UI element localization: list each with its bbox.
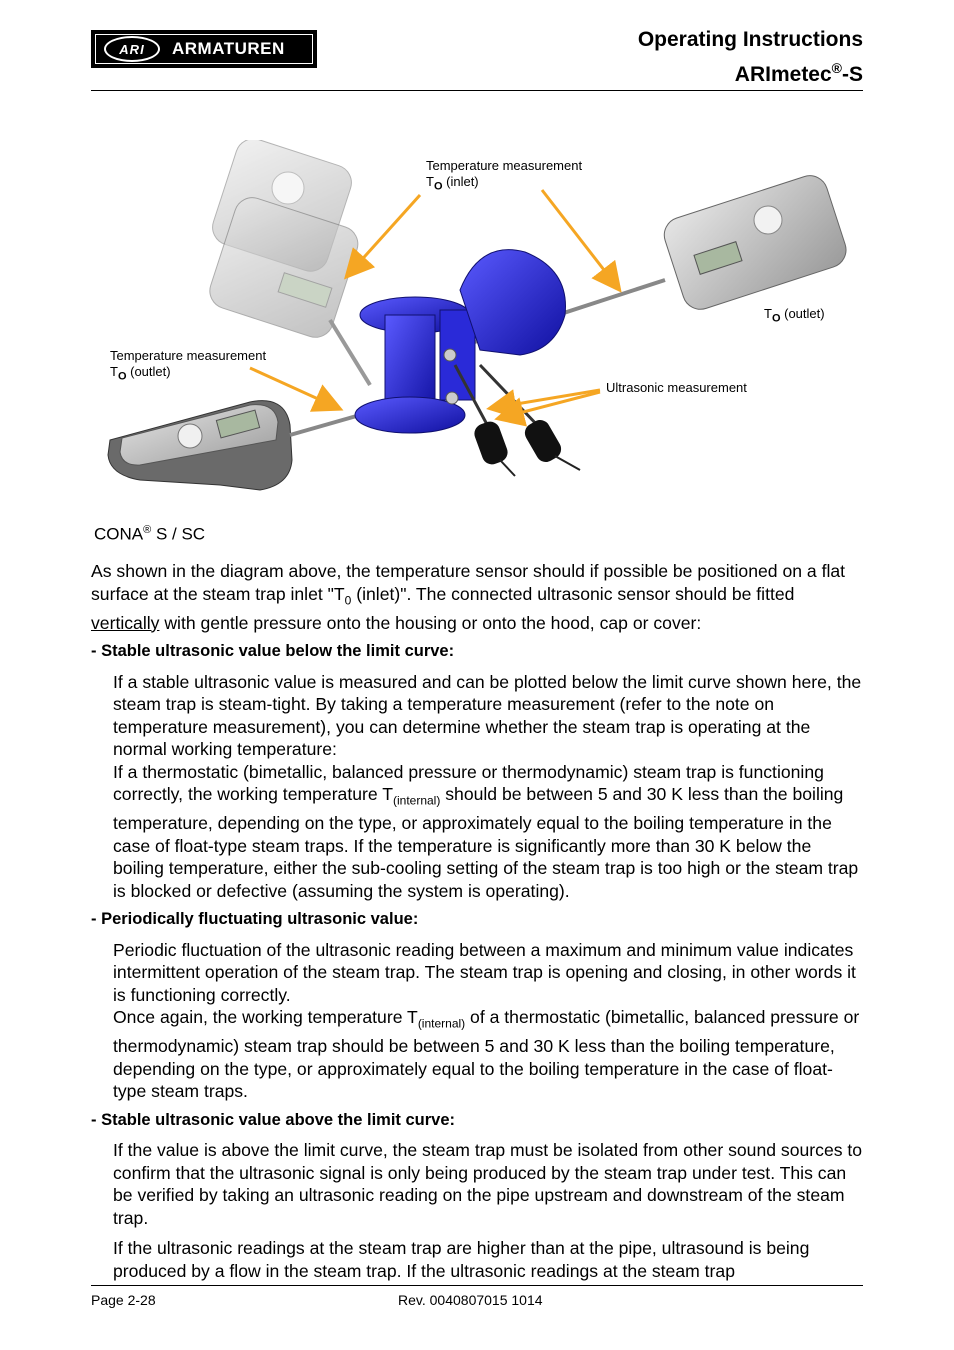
label-sub: O	[771, 312, 781, 325]
section1-para2-sub: (internal)	[392, 793, 441, 808]
section2-para2-a: Once again, the working temperature T	[113, 1007, 418, 1028]
caption-prefix: CONA	[94, 524, 144, 544]
label-sub: O	[117, 370, 127, 383]
title-line-2	[638, 54, 863, 89]
probe-cable-left	[290, 415, 360, 435]
intro-sub: 0	[344, 593, 352, 608]
label-temperature-outlet-right	[764, 306, 825, 327]
label-temperature-inlet	[426, 158, 582, 195]
section2-para2-b: of a thermostatic (bimetallic, balanced pressure or thermodynamic) steam trap should be between 5 and 30 K less than the boiling temperature, depending on the type, or approximately equal to the boiling temperature in the case of float-type steam traps.	[113, 1007, 860, 1102]
label-T: T	[764, 306, 772, 321]
label-rest: (inlet)	[442, 174, 479, 189]
section1-para2-b: should be between 5 and 30 K less than the boiling temperature, depending on the type, or approximately equal to the boiling temperature in the case of float-type steam traps. If the temperature is significantly more than 30 K below the boiling temperature, either the sub-cooling setting of the steam trap is too high or the steam trap is blocked or defective (assuming the system is operating).	[113, 784, 859, 901]
logo-frame	[95, 34, 313, 64]
document-title	[638, 26, 863, 89]
measurement-diagram	[100, 140, 860, 510]
product-suffix: -S	[842, 63, 863, 86]
steam-trap	[355, 250, 566, 433]
label-temperature-inlet-title: Temperature measurement	[426, 158, 583, 173]
section1-paragraph-1: If a stable ultrasonic value is measured and can be plotted below the limit curve shown here, the steam trap is steam-tight. By taking a temperature measurement (refer to the note on temperature measurement), you can determine whether the steam trap is operating at the normal working temperature:	[113, 671, 862, 760]
section-heading-fluctuating: - Periodically fluctuating ultrasonic value:	[91, 910, 419, 929]
header-divider	[91, 90, 863, 91]
label-temperature-inlet-value	[426, 174, 582, 195]
body-text	[91, 560, 863, 1282]
label-T: T	[426, 174, 434, 189]
caption-suffix: S / SC	[151, 524, 206, 544]
device-left	[108, 401, 292, 490]
intro-underlined: vertically	[91, 612, 160, 633]
intro-part-3: with gentle pressure onto the housing or onto the hood, cap or cover:	[159, 612, 702, 633]
section1-para2-a: If a thermostatic (bimetallic, balanced pressure or thermodynamic) steam trap is functioning correctly, the working temperature T	[113, 761, 824, 805]
section-heading-stable-above: - Stable ultrasonic value above the limit curve:	[91, 1110, 456, 1129]
intro-paragraph	[91, 560, 863, 634]
figure-caption	[94, 524, 205, 545]
diagram-illustration	[100, 140, 860, 510]
product-name: ARImetec	[734, 63, 832, 86]
registered-mark: ®	[831, 60, 842, 76]
section3-paragraph-1: If the value is above the limit curve, the steam trap must be isolated from other sound sources to confirm that the ultrasonic signal is only being produced by the steam trap under test. This can be verified by taking an ultrasonic reading on the pipe upstream and downstream of the steam trap.	[113, 1140, 863, 1228]
arrow-inlet	[348, 195, 420, 275]
footer-divider	[91, 1285, 863, 1286]
device-right	[660, 171, 851, 314]
label-ultrasonic-measurement: Ultrasonic measurement	[606, 380, 747, 395]
revision-number: Rev. 0040807015 1014	[398, 1292, 543, 1308]
label-temperature-outlet-left-title: Temperature measurement	[110, 348, 267, 363]
intro-part-2: (inlet)". The connected ultrasonic sensor should be fitted	[351, 583, 795, 604]
ari-armaturen-logo	[91, 30, 317, 68]
logo-mark: ARI	[104, 36, 160, 62]
title-line-1: Operating Instructions	[637, 28, 863, 51]
label-rest: (outlet)	[780, 306, 825, 321]
page-number: Page 2-28	[91, 1292, 156, 1308]
label-temperature-outlet-left	[110, 348, 266, 385]
section1-paragraph-2	[91, 761, 863, 903]
intro-part-1: As shown in the diagram above, the temperature sensor should if possible be positioned on a flat surface at the steam trap inlet "T	[91, 561, 846, 604]
label-rest: (outlet)	[126, 364, 171, 379]
section2-para2-sub: (internal)	[417, 1016, 466, 1031]
section2-paragraph-1: Periodic fluctuation of the ultrasonic reading between a maximum and minimum value indicates intermittent operation of the steam trap. The steam trap is opening and closing, in other words it is functioning correctly.	[113, 939, 856, 1005]
section2-paragraph-2	[91, 1006, 863, 1103]
section-heading-stable-below: - Stable ultrasonic value below the limit curve:	[91, 642, 455, 661]
label-T: T	[110, 364, 118, 379]
label-sub: O	[433, 180, 443, 193]
ghost-probe-cable	[330, 320, 370, 385]
logo-wordmark: ARMATUREN	[172, 39, 285, 58]
section3-paragraph-2: If the ultrasonic readings at the steam trap are higher than at the pipe, ultrasound is being produced by a flow in the steam trap. If the ultrasonic readings at the steam trap	[113, 1238, 810, 1281]
label-temperature-outlet-left-value	[110, 364, 266, 385]
caption-reg: ®	[143, 524, 152, 536]
